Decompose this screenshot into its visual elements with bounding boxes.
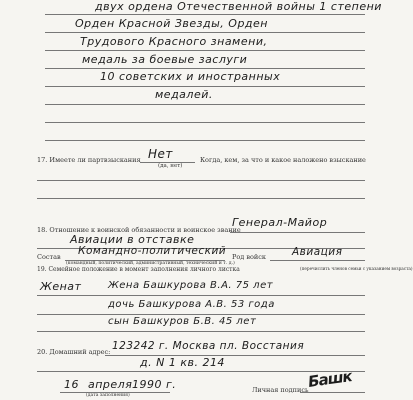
- rule-line: [45, 50, 365, 51]
- item20-address-line-1: 123242 г. Москва пл. Восстания: [112, 340, 305, 352]
- rule-line: [37, 198, 365, 199]
- item19-member-3: сын Башкуров Б.В. 45 лет: [108, 316, 257, 327]
- rule-line: [45, 32, 365, 33]
- footer-month: апреля: [88, 378, 133, 391]
- item18-troops-value: Авиация: [292, 246, 343, 258]
- item19-member-2: дочь Башкурова А.В. 53 года: [108, 299, 275, 310]
- rule-line: [45, 14, 365, 15]
- rule-line: [37, 180, 365, 181]
- item20-label: 20. Домашний адрес:: [37, 348, 111, 356]
- rule-line: [300, 392, 365, 393]
- item17-label: 17. Имеете ли партвзыскания: [37, 156, 141, 164]
- rule-line: [230, 232, 365, 233]
- item18-sostav-label: Состав: [37, 253, 61, 261]
- item19-member-1: Жена Башкурова В.А. 75 лет: [108, 280, 274, 291]
- item19-family: Женат: [40, 280, 82, 293]
- item17-caption: (да, нет): [158, 163, 183, 169]
- awards-line-4: медаль за боевые заслуги: [82, 53, 248, 66]
- item17-rest: Когда, кем, за что и какое наложено взыскание: [200, 156, 366, 164]
- awards-line-6: медалей.: [155, 88, 213, 101]
- item18-status: Авиации в отставке: [70, 233, 195, 246]
- item17-answer: Нет: [148, 147, 173, 161]
- item18-rank: Генерал-Майор: [232, 216, 328, 229]
- item18-sostav-value: Командно-политический: [78, 245, 227, 257]
- footer-year: 1990 г.: [132, 378, 177, 391]
- rule-line: [45, 122, 365, 123]
- rule-line: [37, 314, 365, 315]
- rule-line: [45, 140, 365, 141]
- item19-caption: (перечислить членов семьи с указанием возраста): [300, 266, 413, 271]
- rule-line: [45, 86, 365, 87]
- signature-label: Личная подпись: [252, 386, 309, 394]
- rule-line: [270, 260, 365, 261]
- signature: Башк: [306, 367, 353, 391]
- rule-line: [37, 331, 365, 332]
- item18-troops-label: Род войск: [232, 253, 266, 261]
- footer-day: 16: [64, 378, 79, 391]
- rule-line: [37, 295, 365, 296]
- item19-label: 19. Семейное положение в момент заполнения личного листка: [37, 266, 240, 273]
- item18-label: 18. Отношение к воинской обязанности и воинское звание: [37, 226, 241, 234]
- awards-line-1: двух ордена Отечественной войны 1 степени: [95, 0, 382, 13]
- rule-line: [45, 68, 365, 69]
- item18-sostav-caption: (командный, политический, административный, технический и т. д.): [66, 261, 235, 266]
- awards-line-5: 10 советских и иностранных: [100, 70, 281, 83]
- footer-date-caption: (дата заполнения): [86, 393, 130, 398]
- awards-line-2: Орден Красной Звезды, Орден: [75, 17, 268, 30]
- item20-address-line-2: д. N 1 кв. 214: [140, 356, 225, 369]
- awards-line-3: Трудового Красного знамени,: [80, 35, 268, 48]
- rule-line: [45, 104, 365, 105]
